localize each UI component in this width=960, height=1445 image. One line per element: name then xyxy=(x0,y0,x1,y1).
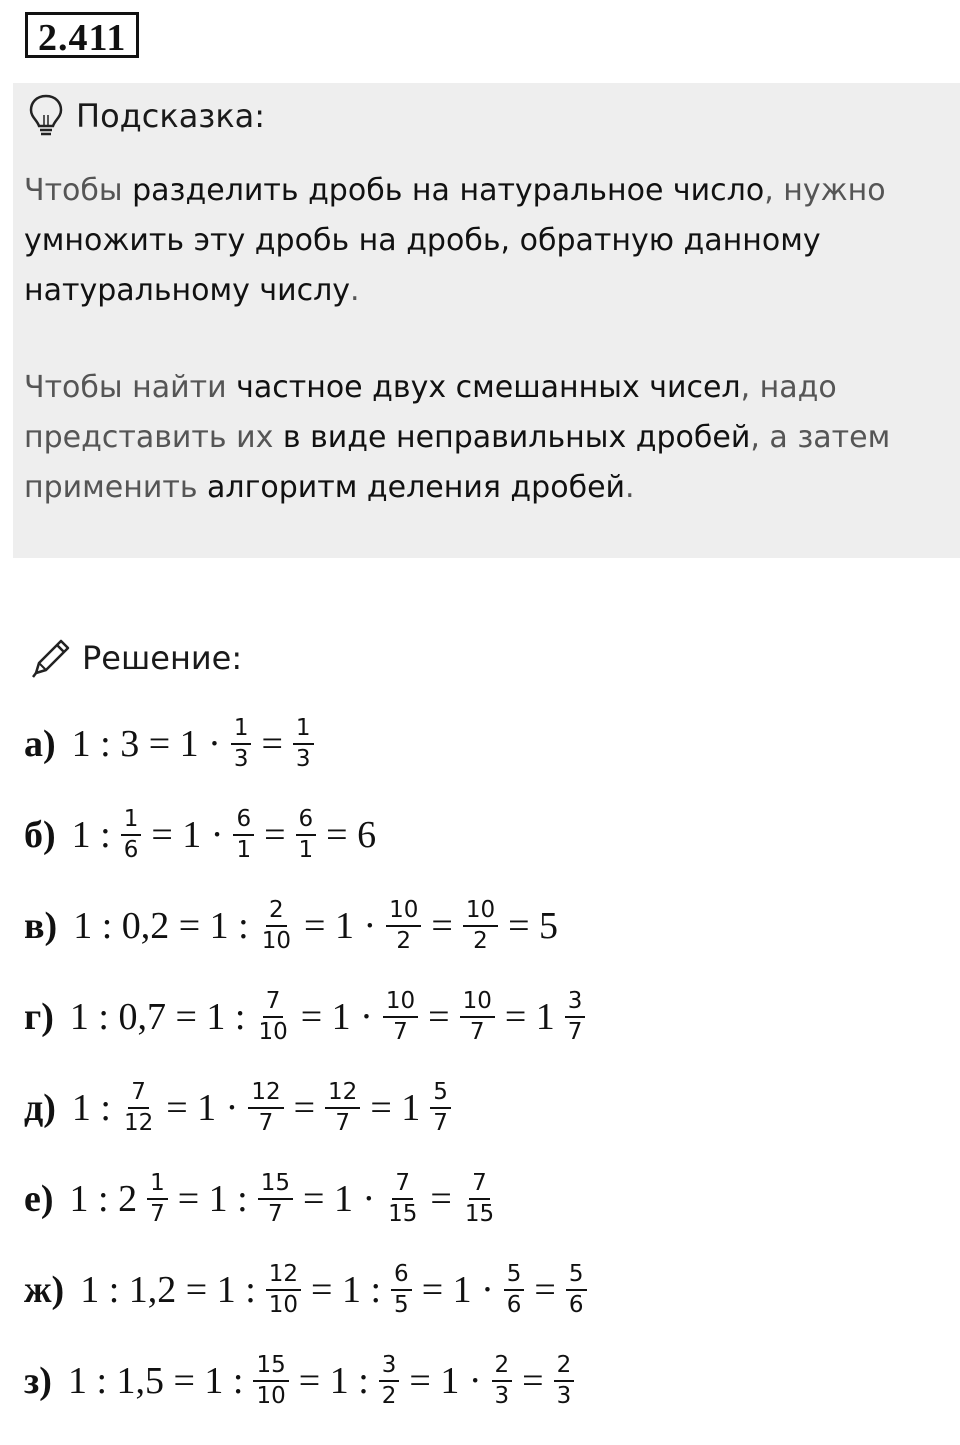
fraction-numerator: 2 xyxy=(554,1351,575,1382)
fraction xyxy=(325,1078,360,1138)
equation-text: 1 : 0,7 = 1 : xyxy=(69,996,246,1038)
fraction-denominator: 1 xyxy=(236,837,252,863)
fraction xyxy=(463,896,498,956)
task-number: 2.411 xyxy=(25,12,139,58)
fraction-numerator: 12 xyxy=(266,1260,301,1291)
equation-text: = 6 xyxy=(326,814,377,856)
plain-text: . xyxy=(625,470,635,505)
fraction-numerator: 12 xyxy=(248,1078,283,1109)
equation-text: 1 : 0,2 = 1 : xyxy=(73,905,249,947)
equation-text: = 1 · xyxy=(304,905,377,947)
fraction-denominator: 7 xyxy=(268,1201,283,1227)
equation-label: в) xyxy=(24,905,58,947)
equation-label: ж) xyxy=(24,1269,65,1311)
hint-header xyxy=(28,90,265,142)
fraction-denominator: 6 xyxy=(568,1292,584,1318)
fraction xyxy=(391,1260,412,1320)
equation-row xyxy=(24,1341,578,1421)
plain-text: Чтобы xyxy=(24,173,133,208)
fraction xyxy=(460,987,495,1047)
hint-paragraph-1 xyxy=(24,166,949,316)
fraction xyxy=(383,987,418,1047)
fraction-numerator: 1 xyxy=(231,714,252,745)
fraction-denominator: 10 xyxy=(256,1383,286,1409)
equation-text: = 1 · xyxy=(300,996,373,1038)
equation-row xyxy=(24,795,382,875)
equation-row xyxy=(24,1068,455,1148)
fraction-numerator: 2 xyxy=(266,896,287,927)
equation-row xyxy=(24,1159,501,1239)
fraction-denominator: 10 xyxy=(258,1019,288,1045)
fraction-denominator: 12 xyxy=(123,1110,154,1136)
fraction-numerator: 5 xyxy=(566,1260,587,1291)
equation-text: = xyxy=(431,905,453,947)
equation-label: г) xyxy=(24,996,54,1038)
fraction-numerator: 7 xyxy=(469,1169,490,1200)
fraction xyxy=(258,1169,293,1229)
equation-row xyxy=(24,886,564,966)
fraction-denominator: 15 xyxy=(388,1201,418,1227)
fraction xyxy=(296,805,317,865)
plain-text: Чтобы найти xyxy=(24,370,237,405)
fraction-numerator: 10 xyxy=(460,987,495,1018)
fraction-numerator: 3 xyxy=(565,987,586,1018)
equation-label: а) xyxy=(24,723,56,765)
fraction xyxy=(255,987,290,1047)
fraction-denominator: 2 xyxy=(396,928,412,954)
fraction-denominator: 2 xyxy=(473,928,488,954)
equation-text: 1 : xyxy=(71,1087,111,1129)
equation-label: е) xyxy=(24,1178,54,1220)
fraction-denominator: 7 xyxy=(335,1110,350,1136)
fraction-numerator: 15 xyxy=(253,1351,288,1382)
fraction xyxy=(379,1351,400,1411)
emphasis-text: умножить эту дробь на дробь, обратную данному натуральному числу xyxy=(24,223,821,308)
fraction-numerator: 5 xyxy=(504,1260,525,1291)
equation-text: = xyxy=(264,814,286,856)
fraction-numerator: 7 xyxy=(392,1169,413,1200)
fraction xyxy=(266,1260,301,1320)
equation-text: 1 : xyxy=(71,814,111,856)
fraction-denominator: 3 xyxy=(233,746,249,772)
fraction-denominator: 7 xyxy=(393,1019,408,1045)
equation-text: = 1 : xyxy=(298,1360,369,1402)
equation-text: = xyxy=(534,1269,556,1311)
equation-text: = 1 · xyxy=(151,814,224,856)
equation-text: = xyxy=(261,723,283,765)
fraction xyxy=(385,1169,420,1229)
equation-row xyxy=(24,977,589,1057)
fraction xyxy=(492,1351,513,1411)
fraction-numerator: 1 xyxy=(121,805,142,836)
fraction-denominator: 15 xyxy=(464,1201,495,1227)
fraction-numerator: 5 xyxy=(430,1078,451,1109)
fraction xyxy=(147,1169,168,1229)
fraction-numerator: 10 xyxy=(383,987,418,1018)
fraction-numerator: 7 xyxy=(128,1078,149,1109)
equation-label: з) xyxy=(24,1360,52,1402)
fraction-numerator: 7 xyxy=(263,987,284,1018)
fraction-numerator: 10 xyxy=(463,896,498,927)
equation-text: = 1 xyxy=(370,1087,421,1129)
emphasis-text: частное двух смешанных чисел xyxy=(236,370,741,405)
emphasis-text: разделить дробь на натуральное число xyxy=(132,173,765,208)
equation-label: д) xyxy=(24,1087,56,1129)
fraction xyxy=(566,1260,587,1320)
fraction-numerator: 6 xyxy=(233,805,254,836)
plain-text: , нужно xyxy=(764,173,886,208)
equation-text: = 1 : xyxy=(177,1178,248,1220)
equation-text: 1 : 2 xyxy=(69,1178,138,1220)
equation-row xyxy=(24,1250,591,1330)
emphasis-text: в виде неправильных дробей xyxy=(282,420,751,455)
fraction-denominator: 10 xyxy=(261,928,292,954)
plain-text: , надо представить их xyxy=(24,370,837,455)
fraction-numerator: 1 xyxy=(147,1169,168,1200)
solution-title: Решение: xyxy=(82,639,243,677)
solution-header xyxy=(28,630,242,686)
fraction-denominator: 7 xyxy=(433,1110,448,1136)
fraction xyxy=(248,1078,283,1138)
fraction xyxy=(462,1169,497,1229)
fraction xyxy=(430,1078,451,1138)
plain-text: . xyxy=(350,273,360,308)
hint-title: Подсказка: xyxy=(76,97,266,135)
equation-text: = xyxy=(428,996,450,1038)
fraction-denominator: 3 xyxy=(295,746,311,772)
equation-text: = 1 · xyxy=(303,1178,376,1220)
equation-text: = 1 · xyxy=(166,1087,239,1129)
fraction-denominator: 10 xyxy=(268,1292,299,1318)
fraction xyxy=(121,1078,156,1138)
fraction-numerator: 10 xyxy=(386,896,421,927)
equation-text: 1 : 1,2 = 1 : xyxy=(80,1269,256,1311)
fraction-numerator: 15 xyxy=(258,1169,293,1200)
fraction xyxy=(121,805,142,865)
fraction-denominator: 5 xyxy=(394,1292,409,1318)
pencil-icon xyxy=(28,635,74,681)
equation-row xyxy=(24,704,318,784)
fraction xyxy=(554,1351,575,1411)
equation-text: = xyxy=(522,1360,544,1402)
fraction xyxy=(565,987,586,1047)
fraction-numerator: 2 xyxy=(492,1351,513,1382)
equation-text: = xyxy=(430,1178,452,1220)
fraction-denominator: 7 xyxy=(150,1201,165,1227)
fraction-numerator: 12 xyxy=(325,1078,360,1109)
fraction-denominator: 3 xyxy=(556,1383,572,1409)
fraction-denominator: 1 xyxy=(298,837,314,863)
fraction-denominator: 7 xyxy=(567,1019,583,1045)
equation-text: = 1 · xyxy=(409,1360,482,1402)
fraction xyxy=(504,1260,525,1320)
equation-label: б) xyxy=(24,814,56,856)
equation-text: 1 : 3 = 1 · xyxy=(71,723,221,765)
emphasis-text: алгоритм деления дробей xyxy=(207,470,626,505)
equation-text: = 1 · xyxy=(421,1269,494,1311)
fraction-denominator: 3 xyxy=(494,1383,510,1409)
fraction-denominator: 6 xyxy=(123,837,139,863)
fraction xyxy=(259,896,294,956)
lightbulb-icon xyxy=(28,93,64,139)
plain-text: , а затем применить xyxy=(24,420,891,505)
fraction-denominator: 6 xyxy=(506,1292,522,1318)
fraction xyxy=(233,805,254,865)
fraction xyxy=(386,896,421,956)
equation-text: = 1 : xyxy=(311,1269,382,1311)
fraction-numerator: 1 xyxy=(293,714,314,745)
fraction xyxy=(253,1351,288,1411)
equation-text: = 1 xyxy=(504,996,555,1038)
equation-text: = xyxy=(293,1087,316,1129)
fraction-denominator: 2 xyxy=(381,1383,397,1409)
fraction-denominator: 7 xyxy=(469,1019,485,1045)
fraction-numerator: 6 xyxy=(296,805,317,836)
fraction-numerator: 3 xyxy=(379,1351,400,1382)
equation-text: = 5 xyxy=(508,905,559,947)
fraction xyxy=(293,714,314,774)
hint-paragraph-2 xyxy=(24,363,949,513)
fraction xyxy=(231,714,252,774)
fraction-numerator: 6 xyxy=(391,1260,412,1291)
fraction-denominator: 7 xyxy=(258,1110,274,1136)
equation-text: 1 : 1,5 = 1 : xyxy=(67,1360,244,1402)
